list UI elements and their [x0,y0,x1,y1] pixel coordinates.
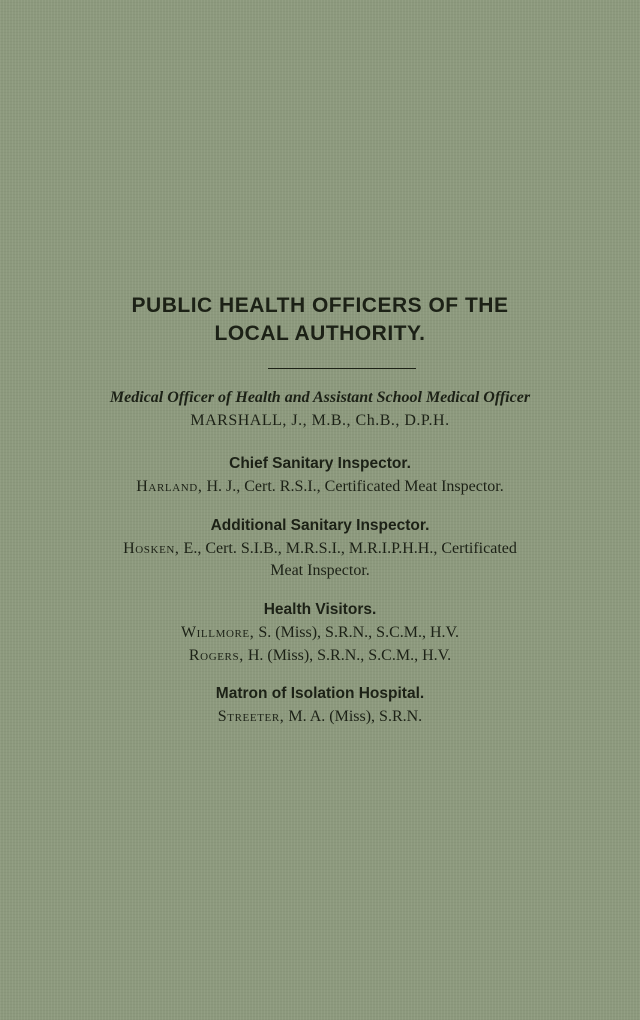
additional-inspector-surname: Hosken, [123,540,180,557]
health-visitor-surname: Rogers, [188,647,244,664]
matron-details: M. A. (Miss), S.R.N. [284,708,423,725]
health-visitor-surname: Willmore, [180,624,255,641]
page-title-line-1: PUBLIC HEALTH OFFICERS OF THE [131,294,509,317]
health-visitor-entry [0,647,640,665]
health-visitor-details: H. (Miss), S.R.N., S.C.M., H.V. [243,647,452,664]
page-title-line-2: LOCAL AUTHORITY. [214,322,426,345]
chief-inspector-role: Chief Sanitary Inspector. [229,455,411,472]
additional-inspector-role: Additional Sanitary Inspector. [210,517,430,534]
health-visitors-role: Health Visitors. [263,601,377,618]
additional-inspector-entry [0,540,640,558]
health-visitor-details: S. (Miss), S.R.N., S.C.M., H.V. [254,624,460,641]
matron-entry [0,708,640,726]
chief-inspector-entry [0,478,640,496]
additional-inspector-details: E., Cert. S.I.B., M.R.S.I., M.R.I.P.H.H., Certificated [179,540,517,557]
moh-role: Medical Officer of Health and Assistant School Medical Officer [109,389,531,406]
matron-role: Matron of Isolation Hospital. [215,685,425,702]
health-visitor-entry [0,624,640,642]
additional-inspector-details-cont: Meat Inspector. [270,562,370,579]
chief-inspector-details: H. J., Cert. R.S.I., Certificated Meat Inspector. [202,478,504,495]
title-divider [268,368,416,369]
matron-surname: Streeter, [217,708,285,725]
chief-inspector-surname: Harland, [136,478,203,495]
moh-name: MARSHALL, J., M.B., Ch.B., D.P.H. [190,412,450,429]
